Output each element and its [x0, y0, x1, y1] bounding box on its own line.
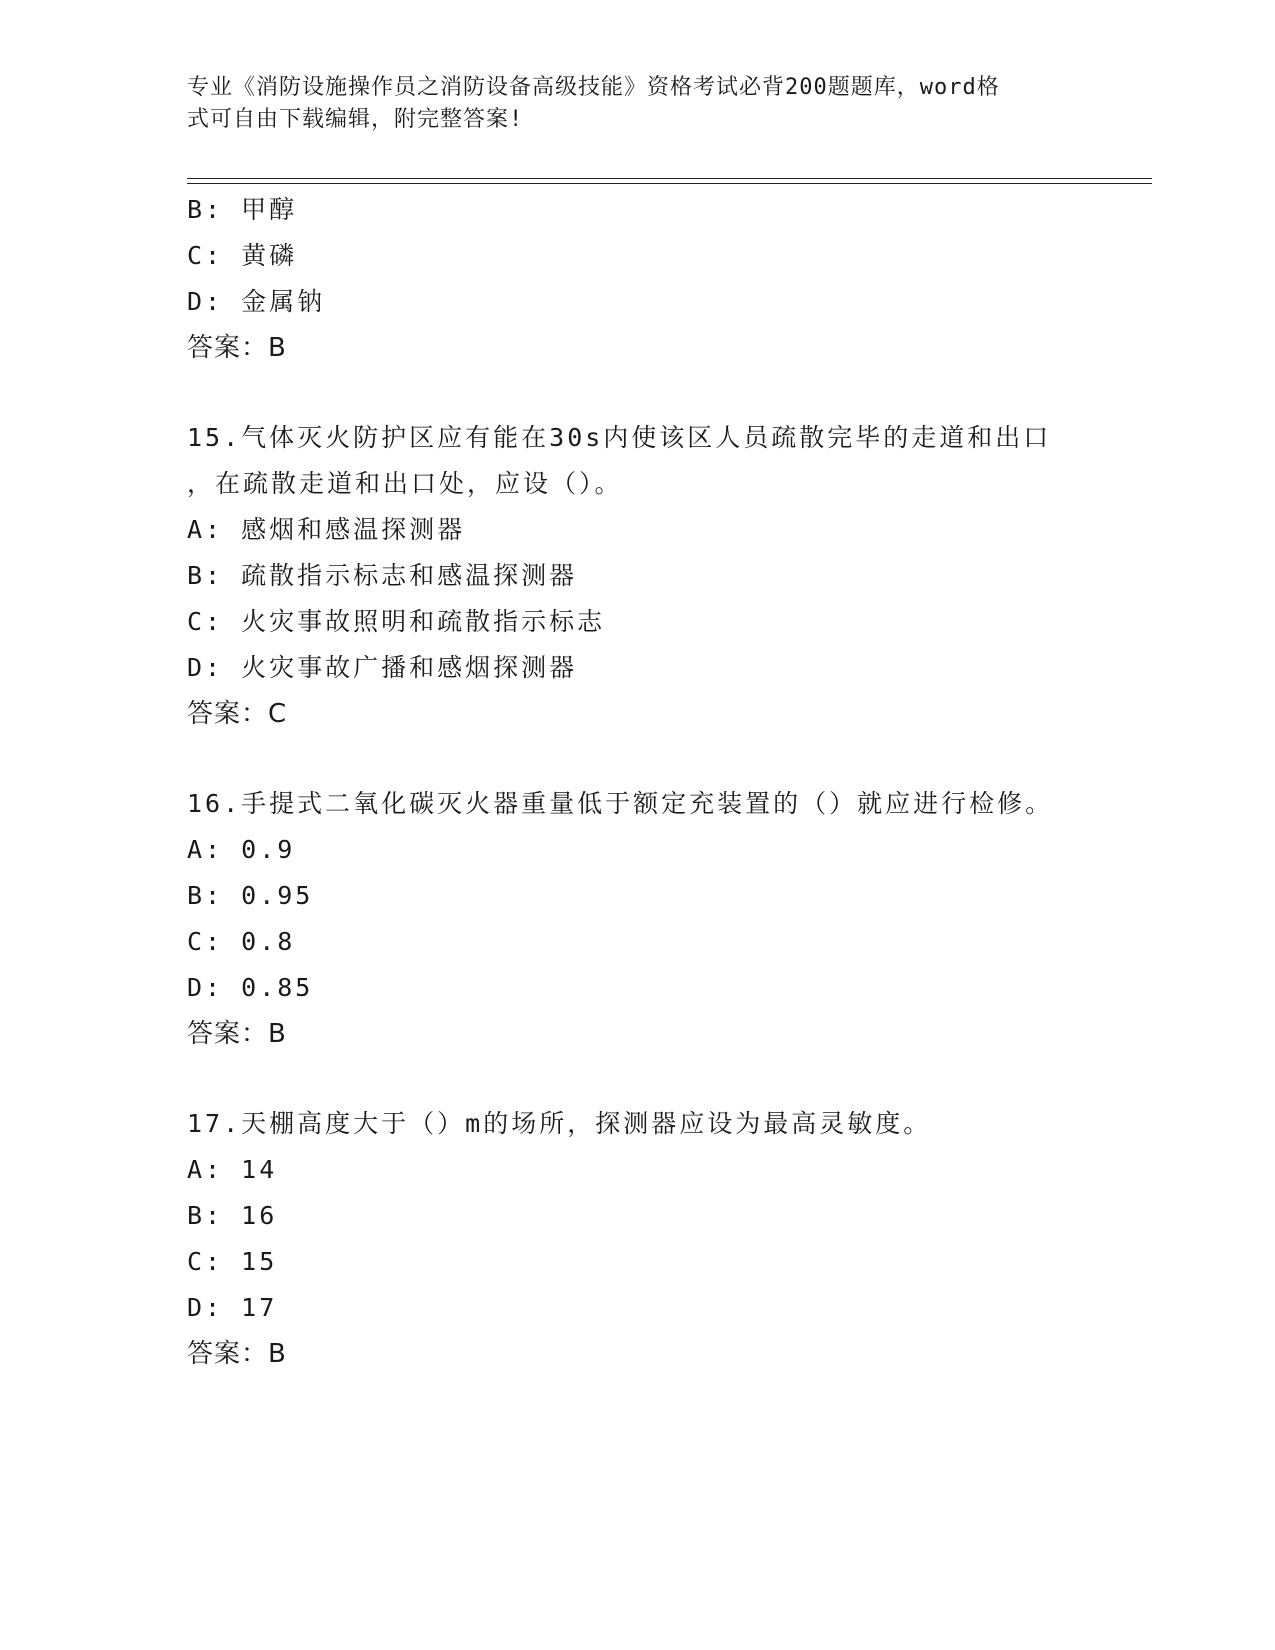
spacer — [187, 737, 1187, 781]
option-c: C: 15 — [187, 1247, 278, 1276]
option-a: A: 0.9 — [187, 835, 296, 864]
answer-line: 答案：B — [187, 1339, 287, 1369]
option-d: D: 火灾事故广播和感烟探测器 — [187, 653, 578, 682]
question-16 — [187, 781, 1187, 1057]
option-b: B: 0.95 — [187, 881, 314, 910]
question-text-continued: ，在疏散走道和出口处，应设（）。 — [187, 469, 623, 498]
option-a: A: 感烟和感温探测器 — [187, 515, 466, 544]
option-c: C: 黄磷 — [187, 241, 298, 270]
document-header — [187, 72, 1087, 136]
option-b: B: 疏散指示标志和感温探测器 — [187, 561, 578, 590]
question-15 — [187, 415, 1187, 737]
option-d: D: 0.85 — [187, 973, 314, 1002]
spacer — [187, 1057, 1187, 1101]
option-c: C: 0.8 — [187, 927, 296, 956]
question-text: 15.气体灭火防护区应有能在30s内使该区人员疏散完毕的走道和出口 — [187, 423, 1052, 452]
header-divider-bottom — [187, 183, 1152, 184]
answer-line: 答案：B — [187, 1019, 287, 1049]
option-b: B: 甲醇 — [187, 195, 298, 224]
answer-line: 答案：B — [187, 333, 287, 363]
option-d: D: 金属钠 — [187, 287, 326, 316]
question-list — [187, 187, 1187, 1377]
question-14-tail — [187, 187, 1187, 371]
question-text: 16.手提式二氧化碳灭火器重量低于额定充装置的（）就应进行检修。 — [187, 789, 1054, 818]
option-d: D: 17 — [187, 1293, 278, 1322]
header-line-1: 专业《消防设施操作员之消防设备高级技能》资格考试必背200题题库，word格 — [187, 75, 1000, 100]
option-a: A: 14 — [187, 1155, 278, 1184]
option-c: C: 火灾事故照明和疏散指示标志 — [187, 607, 606, 636]
question-text: 17.天棚高度大于（）m的场所，探测器应设为最高灵敏度。 — [187, 1109, 932, 1138]
spacer — [187, 371, 1187, 415]
question-17 — [187, 1101, 1187, 1377]
option-b: B: 16 — [187, 1201, 278, 1230]
header-divider-top — [187, 178, 1152, 179]
header-line-2: 式可自由下载编辑，附完整答案! — [187, 107, 524, 132]
answer-line: 答案：C — [187, 699, 288, 729]
